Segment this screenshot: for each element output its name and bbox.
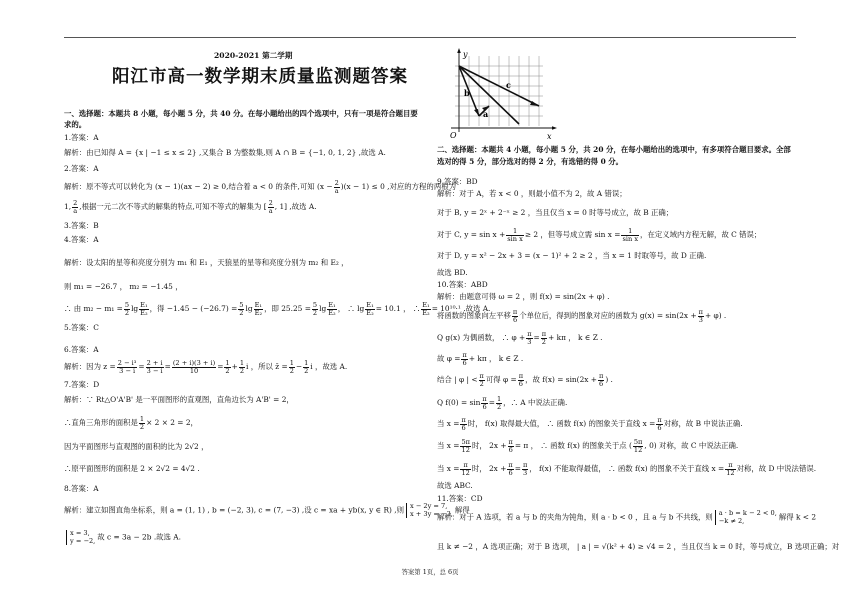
section2-heading: 二、选择题：本题共 4 小题，每小题 5 分，共 20 分，在每小题给出的选项中，有多项符合题目要求。全部 xyxy=(437,145,791,154)
q11-explanation-line2: 且 k ≠ −2 ，A 选项正确；对于 B 选项， | a | = √(k² + 4) ≥ √4 = 2 ，当且仅当 k = 0 时，等号成立，B 选项正确；对 xyxy=(437,542,840,551)
q7-answer: 7.答案：D xyxy=(64,380,100,389)
q10-explanation-line1: 解析：由题意可得 ω = 2 ，则 f(x) = sin(2x + φ) . xyxy=(437,292,610,301)
q8-explanation-line2: x = 3, y = −2, 故 c = 3a − 2b .故选 A. xyxy=(64,530,181,545)
q9-explanation-line5: 故选 BD. xyxy=(437,268,468,277)
label-origin: O xyxy=(450,131,457,140)
q4-explanation-line1: 解析：设太阳的星等和亮度分别为 m₁ 和 E₁ ，天狼星的星等和亮度分别为 m₂ 和 E₂ ， xyxy=(64,258,349,267)
vector-diagram xyxy=(443,46,563,142)
q10-explanation-line5: 结合 | φ | < $\frac{\pi}{2}$ 可得 φ = $\frac{\pi}{6}$ ，故 f(x) = sin(2x + $\frac{\pi}{6}$ ) . xyxy=(437,372,613,388)
q6-answer: 6.答案：A xyxy=(64,345,99,354)
term-label: 2020-2021 第二学期 xyxy=(214,51,293,60)
label-b: b xyxy=(464,88,470,98)
q10-explanation-line9: 当 x = $\frac{\pi}{12}$ 时， 2x + $\frac{\pi}{6}$ = $\frac{\pi}{3}$ ， f(x) 不能取得最值， ∴ 函数 f(x) 的图象不关于直线 x = $\frac{\pi}{12}$ 对称，故 D 中说法错误. xyxy=(437,461,817,477)
q11-explanation-line1: 解析：对于 A 选项，若 a 与 b 的夹角为钝角，则 a · b < 0 ，且 a 与 b 不共线，则 a · b = k − 2 < 0, −k ≠ 2, 解得 k < 2 xyxy=(437,509,817,525)
q10-explanation-line8: 当 x = $\frac{5\pi}{12}$ 时， 2x + $\frac{\pi}{6}$ = π ， ∴ 函数 f(x) 的图象关于点 ( $\frac{5\pi}{12}$ , 0) 对称，故 C 中说法正确. xyxy=(437,438,739,454)
q11-answer: 11.答案：CD xyxy=(437,494,483,503)
label-c: c xyxy=(506,80,511,90)
q1-explanation: 解析：由已知得 A = {x | −1 ≤ x ≤ 2} ,又集合 B 为整数集,则 A ∩ B = {−1, 0, 1, 2} ,故选 A. xyxy=(64,148,386,157)
q2-explanation-line1: 解析：原不等式可以转化为 (x − 1)(ax − 2) ≥ 0,结合着 a < 0 的条件,可知 (x − $\frac{2}{a}$ )(x − 1) ≤ 0 ,对应的方程的两根为 xyxy=(64,179,456,195)
q7-explanation-line1: 解析：∵ Rt△O'A'B' 是一平面图形的直观图，直角边长为 A'B' = 2， xyxy=(64,395,294,404)
equation-system: x = 3, y = −2, xyxy=(66,530,95,545)
label-x: x xyxy=(547,132,552,141)
q1-answer: 1.答案：A xyxy=(64,133,99,142)
q9-explanation-line2: 对于 B, y = 2ˣ + 2⁻ˣ ≥ 2 ，当且仅当 x = 0 时等号成立，故 B 正确； xyxy=(437,208,674,217)
q8-answer: 8.答案：A xyxy=(64,484,99,493)
section1-heading: 一、选择题：本题共 8 小题，每小题 5 分，共 40 分。在每小题给出的四个选项中，只有一项是符合题目要 xyxy=(64,109,418,118)
q10-explanation-line3: Q g(x) 为偶函数， ∴ φ + $\frac{\pi}{3}$ = $\frac{\pi}{2}$ + kπ ， k ∈ Z . xyxy=(437,330,603,346)
q3-answer: 3.答案：B xyxy=(64,221,99,230)
q4-explanation-line3: ∴ 由 m₂ − m₁ = $\frac{5}{2}$ lg $\frac{\text{E₁}}{\text{E₂}}$ ，得 −1.45 − (−26.7) = $\frac{5}{2}$ lg $\frac{\text{E₁}}{\text{E₂}}$ ，即 25.25 = $\frac{5}{2}$ lg $\frac{\text{E₁}}{\text{E₂}}$ ， ∴ lg $\frac{\text{E₁}}{\text{E₂}}$ = 10.1 ， ∴ $\frac{\text{E₁}}{\text{E₂}}$ = 10¹⁰·¹ .故选 A. xyxy=(64,301,491,317)
y-axis-arrow xyxy=(457,48,461,53)
label-y: y xyxy=(463,50,468,59)
q7-explanation-line4: ∴原平面图形的面积是 2 × 2√2 = 4√2 . xyxy=(64,464,200,473)
q6-explanation: 解析：因为 z = $\frac{\text{2 − i³}}{3 - i}$ = $\frac{2 + i}{3 - i}$ = $\frac{(2 + i)(3 + i)}{10}$ = $\frac{1}{2}$ + $\frac{1}{2}$ i ，所以 z̄ = $\frac{1}{2}$ − $\frac{1}{2}$ i ，故选 A. xyxy=(64,359,348,375)
fraction: $\frac{2}{a}$ xyxy=(268,199,273,215)
page-title: 阳江市高一数学期末质量监测题答案 xyxy=(112,67,408,87)
q10-explanation-line2: 将函数的图象向左平移 $\frac{\pi}{6}$ 个单位后，得到的图象对应的函数为 g(x) = sin(2x + $\frac{\pi}{3}$ + φ) . xyxy=(437,308,727,324)
q4-explanation-line2: 则 m₁ = −26.7 ， m₂ = −1.45 ， xyxy=(64,282,183,291)
q10-explanation-line4: 故 φ = $\frac{\pi}{6}$ + kπ ， k ∈ Z . xyxy=(437,351,524,367)
q10-answer: 10.答案：ABD xyxy=(437,280,488,289)
q7-explanation-line2: ∴直角三角形的面积是 $\frac{1}{2}$ × 2 × 2 = 2， xyxy=(64,415,198,431)
section2-heading-cont: 选对的得 5 分，部分选对的得 2 分，有选错的得 0 分。 xyxy=(437,157,624,166)
x-axis-arrow xyxy=(552,126,557,130)
q10-explanation-line6: Q f(0) = sin $\frac{\pi}{6}$ = $\frac{1}{2}$ ，∴ A 中说法正确. xyxy=(437,395,568,411)
q5-answer: 5.答案：C xyxy=(64,323,99,332)
q10-explanation-line10: 故选 ABC. xyxy=(437,481,473,490)
q2-answer: 2.答案：A xyxy=(64,164,99,173)
fraction: $\frac{2}{a}$ xyxy=(73,199,78,215)
fraction: $\frac{2}{a}$ xyxy=(334,179,339,195)
equation-system: a · b = k − 2 < 0, −k ≠ 2, xyxy=(715,510,777,525)
equation-system: x − 2y = 7, x + 3y = −3, xyxy=(406,503,453,518)
q10-explanation-line7: 当 x = $\frac{\pi}{6}$ 时， f(x) 取得最大值， ∴ 函数 f(x) 的图象关于直线 x = $\frac{\pi}{6}$ 对称，故 B 中说法正确. xyxy=(437,416,743,432)
top-rule xyxy=(64,37,796,38)
q9-explanation-line4: 对于 D, y = x² − 2x + 3 = (x − 1)² + 2 ≥ 2 ，当 x = 1 时取等号，故 D 正确. xyxy=(437,251,707,260)
q9-explanation-line3: 对于 C, y = sin x + $\frac{1}{\text{sin x}}$ ≥ 2 ，但等号成立需 sin x = $\frac{1}{\text{sin x}}$ ，在定义域内方程无解，故 C 错误； xyxy=(437,227,762,243)
q2-explanation-line2: 1, $\frac{2}{a}$ ,根据一元二次不等式的解集的特点,可知不等式的解集为 [ $\frac{2}{a}$ , 1] ,故选 A. xyxy=(64,199,317,215)
q4-answer: 4.答案：A xyxy=(64,235,99,244)
arrow-b xyxy=(474,109,479,116)
q8-explanation-line1: 解析：建立如图直角坐标系，则 a = (1, 1) , b = (−2, 3), c = (7, −3) ,设 c = xa + yb(x, y ∈ R) ,则 x − 2y = 7, x + 3y = −3, 解得 xyxy=(64,502,470,518)
page-footer: 答案第 1页，总 6页 xyxy=(401,568,459,576)
q7-explanation-line3: 因为平面图形与直观图的面积的比为 2√2 ， xyxy=(64,442,209,451)
q9-answer: 9.答案：BD xyxy=(437,177,478,186)
section1-heading-cont: 求的。 xyxy=(64,120,87,129)
label-a: a xyxy=(483,109,489,119)
q9-explanation-line1: 解析：对于 A，若 x < 0 ，则最小值不为 2，故 A 错误； xyxy=(437,189,627,198)
